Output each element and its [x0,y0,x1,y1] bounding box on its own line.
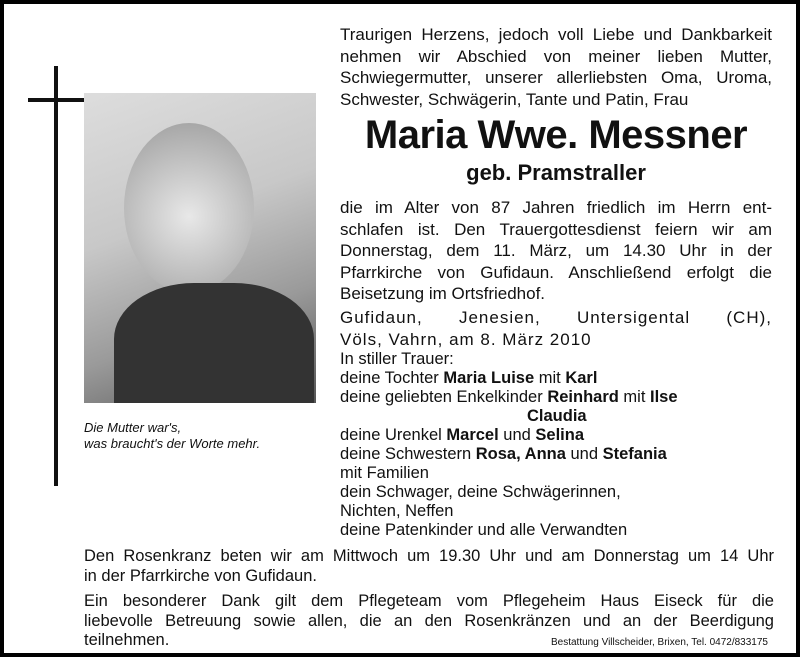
closing-line: teilnehmen. [84,631,170,649]
info-line: die im Alter von 87 Jahren friedlich im Herrn ent- [340,198,772,217]
name: Maria Luise [443,369,535,387]
closing-line: Ein besonderer Dank gilt dem Pflegeteam vom Pflegeheim Haus Eiseck für die [84,592,774,610]
cross-icon-bar [28,98,84,102]
text: mit [534,369,566,387]
funeral-info [340,197,772,305]
info-line: Beisetzung im Ortsfriedhof. [340,284,546,303]
text: und [565,445,603,463]
mourners-list [340,350,772,540]
caption-line: Die Mutter war's, [84,420,182,435]
place-date [340,307,772,350]
mourner-line: Nichten, Neffen [340,502,454,520]
mourner-line: deine Patenkinder und alle Verwandten [340,521,628,539]
mourner-line [340,407,772,426]
caption-line: was braucht's der Worte mehr. [84,436,261,451]
name: Reinhard [547,388,619,406]
closing-line: Den Rosenkranz beten wir am Mittwoch um 19.30 Uhr und am Donnerstag um 14 Uhr [84,547,774,565]
closing-line: in der Pfarrkirche von Gufidaun. [84,566,317,585]
info-line: Donnerstag, dem 11. März, um 14.30 Uhr in der [340,241,772,260]
maiden-name: geb. Pramstraller [466,160,646,185]
text: mit [618,388,651,406]
intro-line: Traurigen Herzens, jedoch voll Liebe und Dankbarkeit [340,25,772,44]
name: Selina [535,426,584,444]
portrait-photo [84,93,316,403]
place-line: Gufidaun, Jenesien, Untersigental (CH), [340,308,772,327]
mourner-line [340,388,772,407]
text: deine Schwestern [340,445,476,463]
mourners-heading: In stiller Trauer: [340,350,454,368]
photo-caption [84,420,260,452]
closing-line: liebevolle Betreuung sowie allen, die an den Rosenkränzen und an der Beerdigung [84,611,774,630]
intro-line: Schwester, Schwägerin, Tante und Patin, Frau [340,89,689,109]
intro-text [340,24,772,110]
cross-icon [54,66,58,486]
text: und [498,426,536,444]
text: deine Urenkel [340,426,447,444]
funeral-home-credit: Bestattung Villscheider, Brixen, Tel. 0472/833175 [550,637,768,648]
intro-line: Schwiegermutter, unserer allerliebsten Oma, Uroma, [340,68,772,87]
text: deine Tochter [340,369,444,387]
deceased-name: Maria Wwe. Messner [364,113,748,157]
info-line: Pfarrkirche von Gufidaun. Anschließend erfolgt die [340,262,772,282]
mourner-line [340,426,772,445]
text: deine geliebten Enkelkinder [340,388,548,406]
mourner-line: mit Familien [340,464,429,482]
name: Rosa, Anna [475,445,566,463]
mourner-line [340,369,772,388]
name: Claudia [527,407,587,425]
mourner-line [340,445,772,464]
closing-text [84,547,774,651]
name: Karl [565,369,598,387]
mourner-line: dein Schwager, deine Schwägerinnen, [340,483,621,501]
place-line: Völs, Vahrn, am 8. März 2010 [340,329,592,349]
info-line: schlafen ist. Den Trauergottesdienst feiern wir am [340,219,772,239]
name: Stefania [602,445,667,463]
name: Ilse [650,388,678,406]
name: Marcel [446,426,499,444]
obituary-notice [4,4,796,653]
intro-line: nehmen wir Abschied von meiner lieben Mutter, [340,46,772,66]
